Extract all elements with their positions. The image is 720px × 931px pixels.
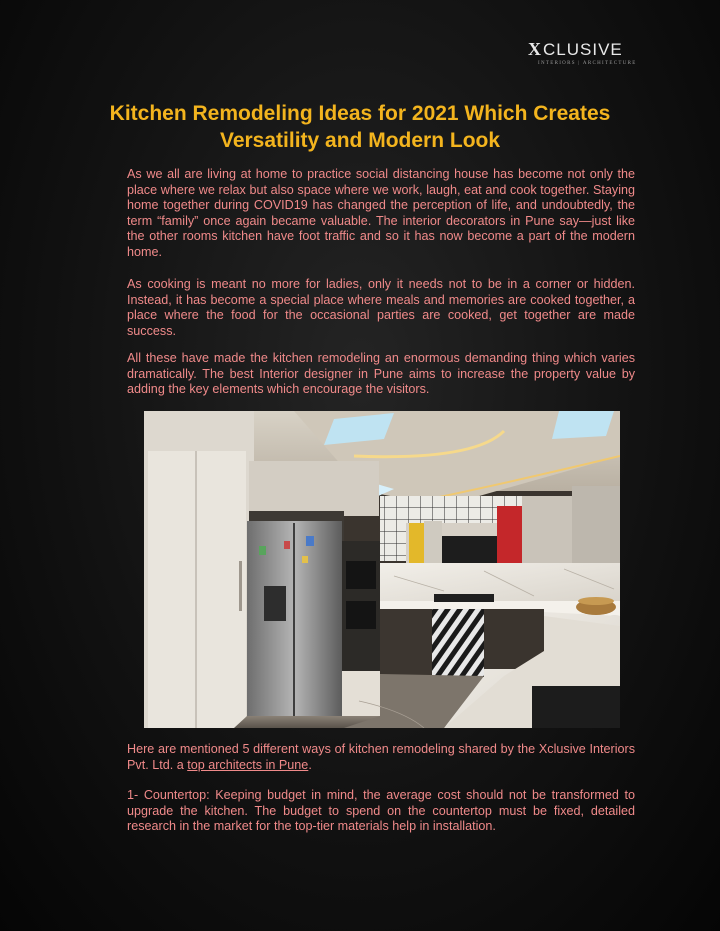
ways-intro-text: Here are mentioned 5 different ways of kitchen remodeling shared by the Xclusive Interiors Pvt. Ltd. a [127, 742, 635, 772]
countertop-paragraph: 1- Countertop: Keeping budget in mind, the average cost should not be transformed to upgrade the kitchen. The budget to spend on the countertop must be fixed, detailed research in the market for the top-tier materials help in installation. [127, 788, 635, 834]
logo-tagline: INTERIORS | ARCHITECTURE [538, 61, 637, 66]
cooking-paragraph: As cooking is meant no more for ladies, only it needs not to be in a corner or hidden. Instead, it has become a special place where meals and memories are cooked together, a place where the food for the occasional parties are cooked, get together are made success. [127, 277, 635, 338]
logo-name: CLUSIVE [543, 40, 623, 59]
page-title: Kitchen Remodeling Ideas for 2021 Which Creates Versatility and Modern Look [109, 102, 611, 152]
architects-link[interactable]: top architects in Pune [187, 757, 309, 772]
logo-wordmark [528, 40, 636, 59]
ways-intro-paragraph [127, 742, 635, 773]
kitchen-photo [144, 411, 620, 728]
brand-logo [528, 40, 636, 66]
remodeling-paragraph: All these have made the kitchen remodeling an enormous demanding thing which varies dramatically. The best Interior designer in Pune aims to increase the property value by adding the key elements which encourage the visitors. [127, 351, 635, 397]
logo-mark: X [528, 39, 542, 59]
ways-intro-end: . [308, 757, 312, 772]
intro-paragraph: As we all are living at home to practice social distancing house has become not only the place where we relax but also space where we work, laugh, eat and cook together. Staying home together during COVID19 has changed the perception of life, and undoubtedly, the term “family” once again became valuable. The interior decorators in Pune say—just like the other rooms kitchen have foot traffic and so it has now become a part of the modern home. [127, 167, 635, 259]
